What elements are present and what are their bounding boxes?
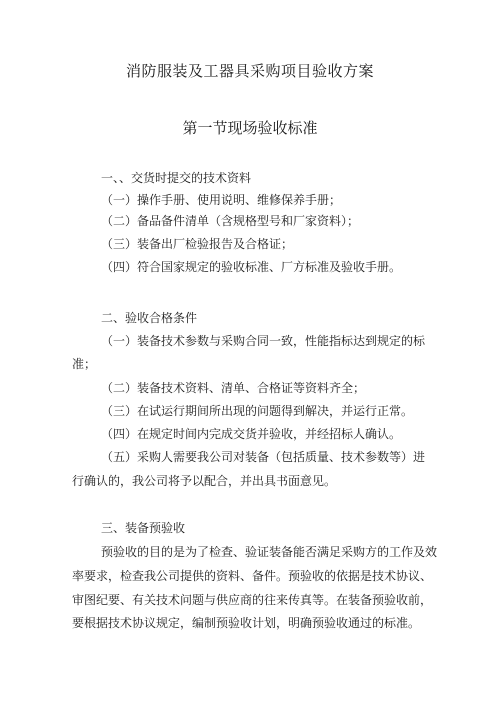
part3-para-line-4: 要根据技术协议规定，编制预验收计划，明确预验收通过的标准。 [72,616,421,630]
part1-item-4: （四）符合国家规定的验收标准、厂方标准及验收手册。 [101,260,402,274]
part2-item-1-line-1: （一）装备技术参数与采购合同一致，性能指标达到规定的标 [101,334,426,348]
part3-para-line-1: 预验收的目的是为了检查、验证装备能否满足采购方的工作及效 [101,545,438,559]
part1-item-2: （二）备品备件清单（含规格型号和厂家资料）； [101,214,360,228]
part2-item-1-line-2: 准； [72,357,97,371]
part3-para-line-2: 率要求，检查我公司提供的资料、备件。预验收的依据是技术协议、 [72,569,433,583]
part3-para-line-3: 审图纪要、有关技术问题与供应商的往来传真等。在装备预验收前， [72,593,433,607]
document-title: 消防服装及工器具采购项目验收方案 [125,62,374,80]
part2-item-4: （四）在规定时间内完成交货并验收，并经招标人确认。 [101,427,402,441]
part2-heading: 二、验收合格条件 [101,311,198,325]
part2-item-2: （二）装备技术资料、清单、合格证等资料齐全； [101,381,366,395]
part1-heading: 一、、交货时提交的技术资料 [101,171,252,185]
part2-item-3: （三）在试运行期间所出现的问题得到解决，并运行正常。 [101,404,414,418]
part2-item-5-line-1: （五）采购人需要我公司对装备（包括质量、技术参数等）进 [101,450,426,464]
part2-item-5-line-2: 行确认的，我公司将予以配合，并出具书面意见。 [72,474,337,488]
section-title: 第一节现场验收标准 [182,119,318,137]
part1-item-3: （三）装备出厂检验报告及合格证； [101,237,294,251]
part1-item-1: （一）操作手册、使用说明、维修保养手册； [101,193,342,207]
part3-heading: 三、装备预验收 [101,521,186,535]
